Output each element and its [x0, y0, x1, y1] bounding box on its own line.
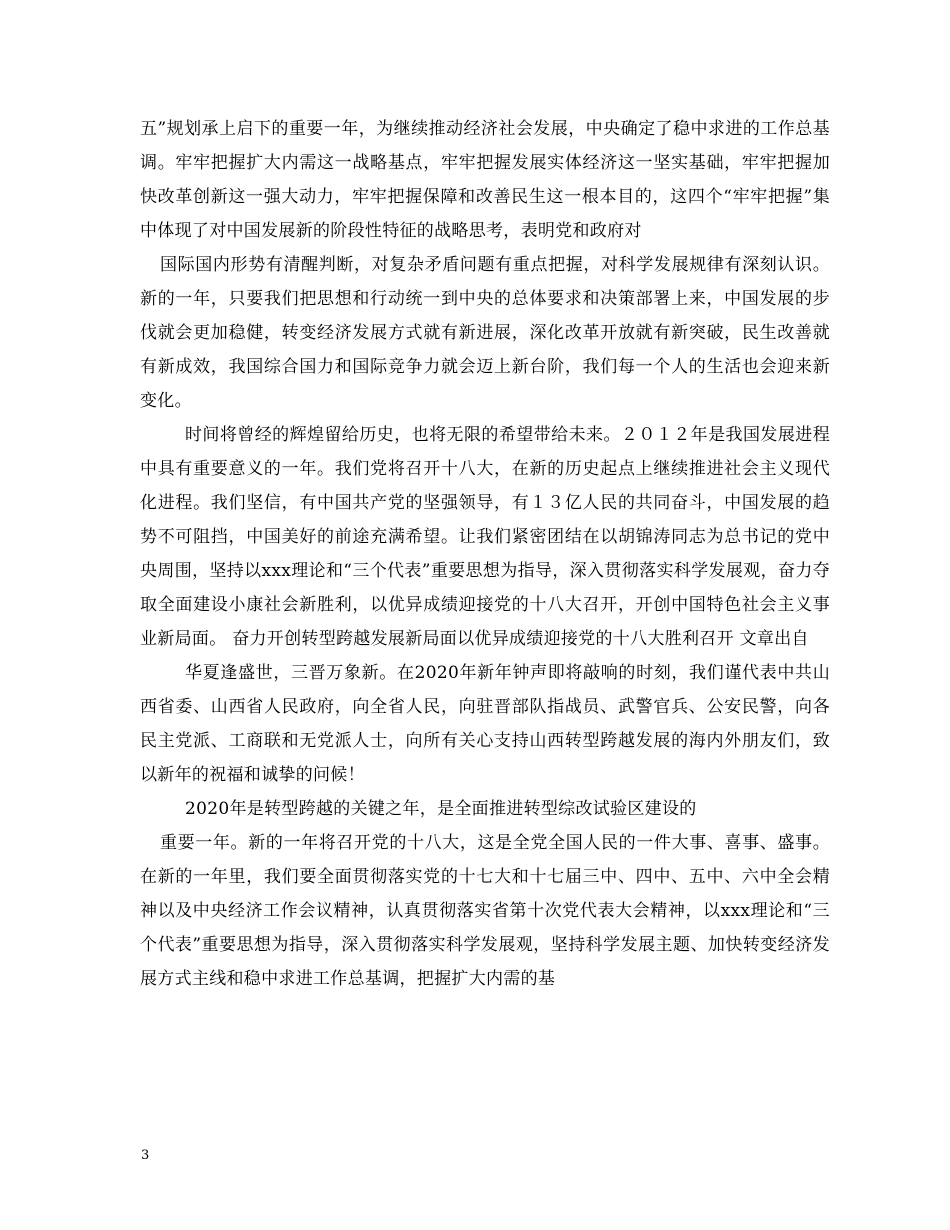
page-number: 3 [141, 1148, 150, 1163]
paragraph-6: 重要一年。新的一年将召开党的十八大，这是全党全国人民的一件大事、喜事、盛事。在新的一年里，我们要全面贯彻落实党的十七大和十七届三中、四中、五中、六中全会精神以及中央经济工作会议精神，认真贯彻落实省第十次党代表大会精神，以xxx理论和“三个代表”重要思想为指导，深入贯彻落实科学发展观，坚持科学发展主题、加快转变经济发展方式主线和稳中求进工作总基调，把握扩大内需的基 [140, 833, 830, 989]
paragraph-2: 国际国内形势有清醒判断，对复杂矛盾问题有重点把握，对科学发展规律有深刻认识。新的一年，只要我们把思想和行动统一到中央的总体要求和决策部署上来，中国发展的步伐就会更加稳健，转变经济发展方式就有新进展，深化改革开放就有新突破，民生改善就有新成效，我国综合国力和国际竞争力就会迈上新台阶，我们每一个人的生活也会迎来新变化。 [140, 255, 830, 411]
paragraph-5: 2020年是转型跨越的关键之年，是全面推进转型综改试验区建设的 [185, 799, 697, 819]
paragraph-3: 时间将曾经的辉煌留给历史，也将无限的希望带给未来。２０１２年是我国发展进程中具有重要意义的一年。我们党将召开十八大，在新的历史起点上继续推进社会主义现代化进程。我们坚信，有中国共产党的坚强领导，有１３亿人民的共同奋斗，中国发展的趋势不可阻挡，中国美好的前途充满希望。让我们紧密团结在以胡锦涛同志为总书记的党中央周围，坚持以xxx理论和“三个代表”重要思想为指导，深入贯彻落实科学发展观，奋力夺取全面建设小康社会新胜利，以优异成绩迎接党的十八大召开，开创中国特色社会主义事业新局面。 奋力开创转型跨越发展新局面以优异成绩迎接党的十八大胜利召开 文章出自 [140, 425, 830, 649]
body-text [140, 112, 830, 996]
paragraph-4: 华夏逢盛世，三晋万象新。在2020年新年钟声即将敲响的时刻，我们谨代表中共山西省委、山西省人民政府，向全省人民，向驻晋部队指战员、武警官兵、公安民警，向各民主党派、工商联和无党派人士，向所有关心支持山西转型跨越发展的海内外朋友们，致以新年的祝福和诚挚的问候！ [140, 663, 830, 785]
paragraph-1: 五”规划承上启下的重要一年，为继续推动经济社会发展，中央确定了稳中求进的工作总基调。牢牢把握扩大内需这一战略基点，牢牢把握发展实体经济这一坚实基础，牢牢把握加快改革创新这一强大动力，牢牢把握保障和改善民生这一根本目的，这四个“牢牢把握”集中体现了对中国发展新的阶段性特征的战略思考，表明党和政府对 [140, 119, 830, 241]
